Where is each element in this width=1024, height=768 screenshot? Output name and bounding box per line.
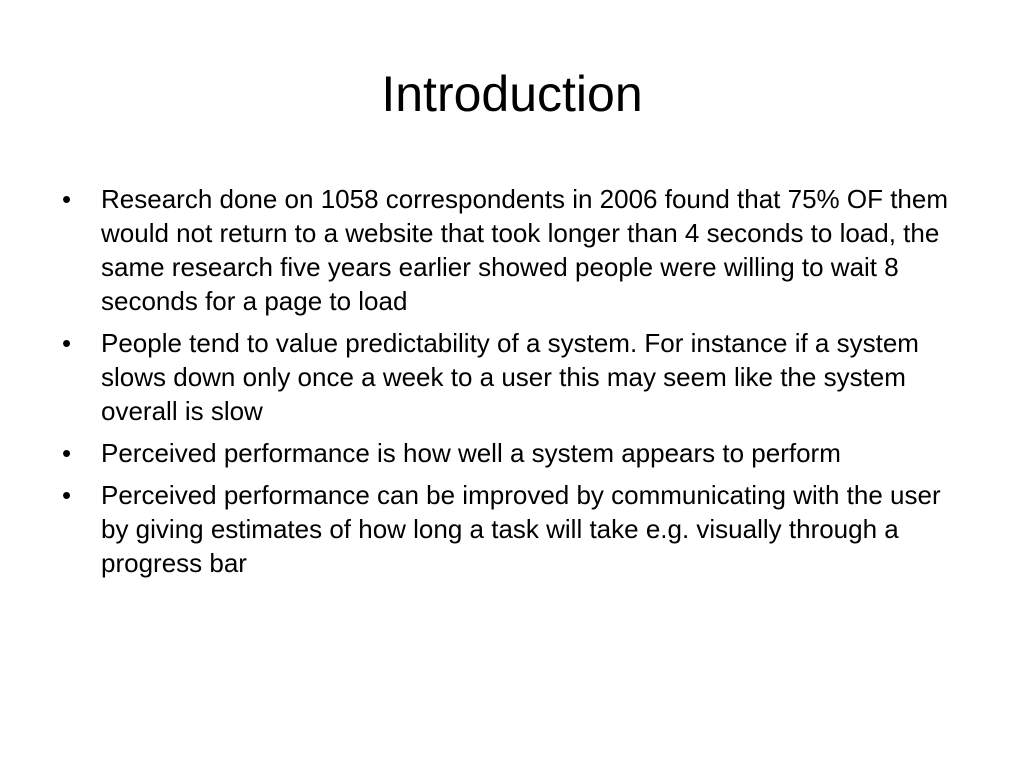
bullet-mark: • <box>62 184 72 214</box>
bullet-item <box>62 436 972 470</box>
slide-title: Introduction <box>381 66 643 122</box>
bullet-text: Perceived performance can be improved by communicating with the user by giving estimates of how long a task will take e.g. visually through a progress bar <box>101 480 941 578</box>
bullet-mark: • <box>62 438 72 468</box>
bullet-list <box>62 182 972 588</box>
bullet-mark: • <box>62 480 72 510</box>
bullet-item <box>62 478 972 580</box>
bullet-item <box>62 182 972 318</box>
bullet-text: People tend to value predictability of a system. For instance if a system slows down only once a week to a user this may seem like the system overall is slow <box>101 328 919 426</box>
bullet-text: Perceived performance is how well a system appears to perform <box>101 438 841 468</box>
bullet-mark: • <box>62 328 72 358</box>
bullet-text: Research done on 1058 correspondents in 2006 found that 75% OF them would not return to a website that took longer than 4 seconds to load, the same research five years earlier showed people were willing to wait 8 seconds for a page to load <box>101 184 949 316</box>
bullet-item <box>62 326 972 428</box>
